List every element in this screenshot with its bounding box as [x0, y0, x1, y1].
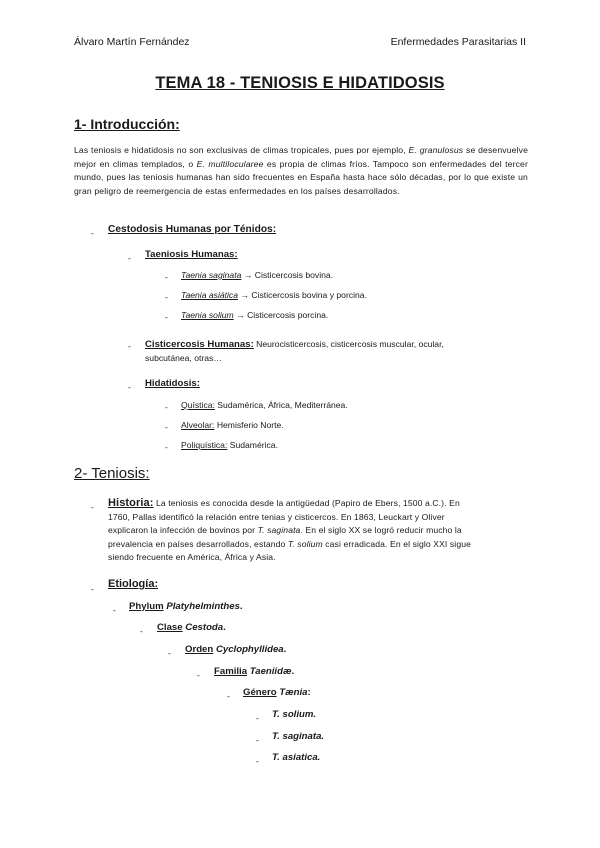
historia-text: prevalencia en países desarrollados, estando [108, 538, 288, 549]
historia-text: casi erradicada. En el siglo XXI sigue [322, 538, 471, 549]
cisticercosis-line-1 [145, 338, 444, 351]
bullet-dash: - [168, 648, 171, 658]
bullet-dash: - [256, 713, 259, 723]
document-title: TEMA 18 - TENIOSIS E HIDATIDOSIS [155, 74, 445, 92]
intro-text-3: es propia de climas fríos. Tampoco son enfermedades del tercer mundo, pues las teniosis humanas han sido frecuentes en España hasta hace sólo décadas, por lo que existe un gran peligro de reemergencia de estas enfermedades en los países desarrollados. [74, 158, 529, 196]
header-author: Álvaro Martín Fernández [74, 36, 190, 48]
cisticercosis-line-2: subcutánea, otras… [145, 353, 222, 363]
bullet-dash: - [197, 670, 200, 680]
bullet-dash: - [256, 756, 259, 766]
bullet-dash: - [165, 272, 168, 282]
taeniosis-item [181, 269, 333, 281]
header-subject: Enfermedades Parasitarias II [390, 36, 526, 48]
intro-species-multilocularis: E. multilocularee [196, 158, 264, 169]
hidatidosis-item [181, 419, 284, 431]
taxon-punct: : [307, 687, 311, 698]
cisticercosis-text: Neurocisticercosis, cisticercosis muscular, ocular, [253, 339, 444, 349]
taxon-name: Tænia [279, 687, 308, 698]
intro-paragraph [74, 144, 528, 198]
taxon-name: Cestoda [185, 622, 224, 633]
taeniosis-heading [145, 249, 238, 261]
species-item: T. solium. [272, 709, 317, 720]
item-label: Alveolar: [181, 420, 215, 430]
intro-text-2: se desenvuelve mejor en climas templados, o [74, 145, 529, 169]
bullet-dash: - [165, 292, 168, 302]
etiologia-heading [108, 578, 158, 590]
species-name: Taenia saginata [181, 270, 242, 280]
bullet-dash: - [128, 382, 131, 392]
species-name: T. solium [287, 538, 323, 549]
historia-text: La teniosis es conocida desde la antigüedad (Papiro de Ebers, 1500 a.C.). En [153, 498, 460, 508]
bullet-dash: - [227, 691, 230, 701]
species-name: T. saginata [257, 525, 301, 536]
hidatidosis-item [181, 399, 348, 411]
item-text: Cisticercosis porcina. [247, 310, 329, 320]
item-text: Sudamérica. [227, 440, 278, 450]
taxon-punct: . [291, 666, 295, 677]
taxon-rank: Familia [214, 666, 248, 677]
historia-block [108, 497, 528, 565]
species-item: T. saginata. [272, 731, 325, 742]
bullet-dash: - [140, 626, 143, 636]
intro-species-granulosus: E. granulosus [408, 145, 464, 155]
item-text: Hemisferio Norte. [214, 420, 284, 430]
bullet-dash: - [165, 422, 168, 432]
bullet-dash: - [128, 253, 131, 263]
item-label: Quística: [181, 400, 215, 410]
taxonomy-clase [157, 622, 226, 634]
taxon-punct: . [283, 644, 287, 655]
section-heading-introduccion: 1- Introducción: [74, 116, 180, 132]
bullet-dash: - [113, 605, 116, 615]
bullet-dash: - [128, 341, 131, 351]
taxon-rank: Género [243, 687, 277, 698]
taxon-name: Taeniidæ [249, 666, 292, 677]
taxonomy-familia [214, 666, 294, 678]
historia-text: explicaron la infección de bovinos por [108, 525, 258, 536]
bullet-dash: - [165, 442, 168, 452]
hidatidosis-label: Hidatidosis: [145, 378, 200, 389]
item-text: Cisticercosis bovina. [254, 270, 334, 280]
intro-text-1: Las teniosis e hidatidosis no son exclusivas de climas tropicales, pues por ejemplo, [74, 145, 409, 155]
arrow-icon: → [240, 290, 249, 300]
arrow-icon: → [243, 270, 253, 280]
item-label: Poliquística: [181, 440, 228, 450]
bullet-dash: - [165, 312, 168, 322]
historia-line: siendo frecuente en América, África y Asia. [108, 552, 276, 563]
taeniosis-item [181, 289, 367, 301]
historia-line [108, 524, 528, 538]
bullet-dash: - [91, 228, 94, 238]
bullet-dash: - [91, 584, 94, 594]
taxon-rank: Clase [157, 622, 183, 633]
cestodosis-label: Cestodosis Humanas por Ténidos: [108, 224, 277, 235]
taxon-name: Cyclophyllidea [215, 644, 284, 655]
bullet-dash: - [165, 402, 168, 412]
cestodosis-heading [108, 224, 276, 236]
item-text: Cisticercosis bovina y porcina. [251, 290, 367, 300]
bullet-dash: - [256, 735, 259, 745]
taxon-name: Platyhelminthes [166, 601, 240, 612]
cisticercosis-label: Cisticercosis Humanas: [145, 339, 254, 350]
historia-label: Historia: [108, 497, 154, 509]
hidatidosis-item [181, 439, 278, 451]
taeniosis-item [181, 309, 328, 321]
taxon-rank: Phylum [129, 601, 164, 612]
arrow-icon: → [236, 310, 245, 320]
bullet-dash: - [91, 502, 94, 512]
taxon-rank: Orden [185, 644, 214, 655]
taxonomy-genero [243, 687, 311, 699]
historia-line [108, 538, 528, 552]
page-header [74, 36, 526, 50]
section-heading-teniosis: 2- Teniosis: [74, 465, 150, 482]
taxonomy-phylum [129, 601, 243, 613]
item-text: Sudamérica, África, Mediterránea. [214, 400, 348, 410]
taxonomy-orden [185, 644, 286, 656]
taxon-punct: . [239, 601, 243, 612]
species-name: Taenia asiática [181, 290, 239, 300]
taxon-punct: . [223, 622, 226, 633]
historia-line [108, 497, 528, 511]
species-name: Taenia solium [181, 310, 234, 320]
etiologia-label: Etiología: [108, 578, 159, 590]
historia-line: 1760, Pallas identificó la relación entre tenias y cisticercos. En 1863, Leuckart y Oliver [108, 511, 445, 522]
species-item: T. asiatica. [272, 752, 321, 763]
hidatidosis-heading [145, 378, 200, 390]
historia-text: . En el siglo XX se logró reducir mucho la [300, 525, 462, 536]
taeniosis-label: Taeniosis Humanas: [145, 249, 238, 260]
